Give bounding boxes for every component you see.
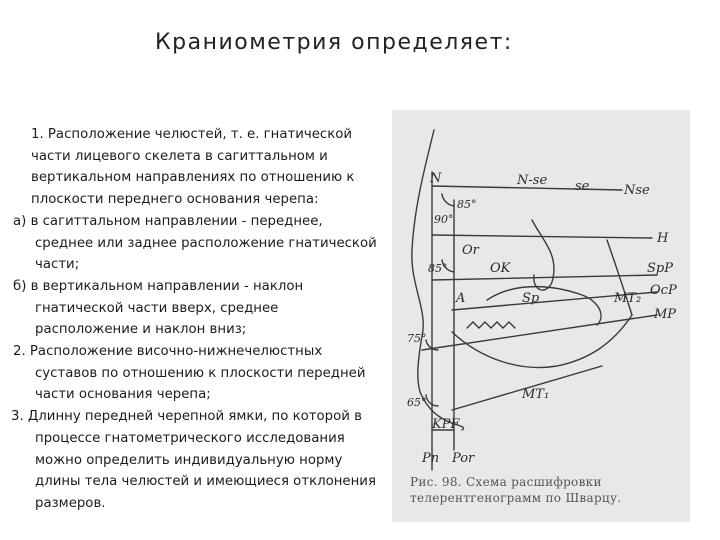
item-3: 3. Длинну передней черепной ямки, по которой в процессе гнатометрического исследования можно определить индивидуальную норму длины тела челюстей и имеющиеся отклонения размеров. [11,409,376,511]
label-85-mid: 85° [428,262,448,275]
label-85-top: 85° [457,198,477,211]
label-or: Or [462,243,479,258]
label-nse: N-se [517,173,548,188]
label-90: 90° [434,213,454,226]
line-spp [432,275,657,280]
label-65: 65° [407,396,427,409]
line-mp [422,315,657,350]
slide-title: Краниометрия определяет: [155,30,513,55]
label-kpf: KPF [432,417,460,432]
label-pn: Pn [422,451,440,466]
label-mt2: MT₂ [614,291,642,306]
angle-arc-top [442,194,454,206]
label-mt1: MT₁ [522,387,550,402]
item-1a: а) в сагиттальном направлении - переднее, среднее или заднее расположение гнатической части; [13,213,377,273]
teeth-outline [467,322,515,328]
label-sp: Sp [522,291,540,306]
item-1b: б) в вертикальном направлении - наклон гнатической части вверх, среднее расположение и наклон вниз; [13,278,304,338]
label-ocp: OcP [650,283,677,298]
label-h: H [657,231,669,246]
figure-caption: Рис. 98. Схема расшифровки телерентгенограмм по Шварцу. [410,475,622,505]
item-2: 2. Расположение височно-нижнечелюстных суставов по отношению к плоскости передней части основания черепа; [13,344,366,403]
label-por: Por [452,451,475,466]
schwarz-scheme-drawing [392,110,690,522]
label-se: se [575,179,590,194]
label-ok: OK [490,261,511,276]
label-mp: MP [654,307,677,322]
label-75: 75° [407,332,427,345]
label-nse-line: Nse [624,183,650,198]
label-n: N [430,171,442,186]
item-1: 1. Расположение челюстей, т. е. гнатической части лицевого скелета в сагиттальном и вертикальном направлениях по отношению к плоскости переднего основания черепа: [31,127,355,208]
label-spp: SpP [647,261,673,276]
cephalogram-figure [392,110,690,522]
orbit-outline [532,220,554,290]
label-a: A [456,291,466,306]
description-text [5,124,385,515]
